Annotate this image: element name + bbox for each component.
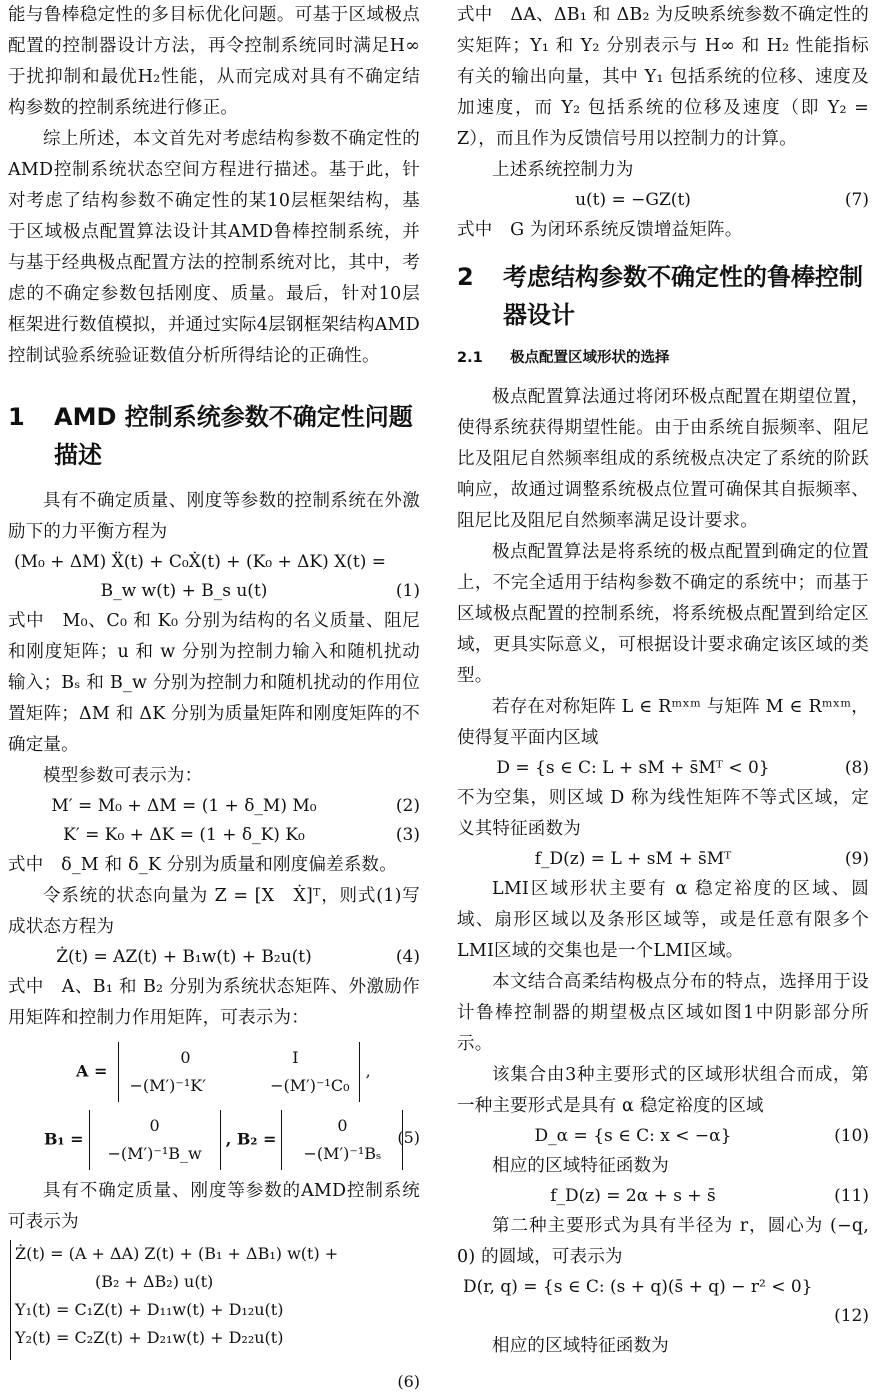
- eq5-B2-label: , B₂ =: [225, 1129, 277, 1149]
- eq5-B1-label: B₁ =: [44, 1129, 84, 1149]
- intro-paragraph-1: 能与鲁棒稳定性的多目标优化问题。可基于区域极点配置的控制器设计方法，再令控制系统同时满足H∞于扰抑制和最优H₂性能，从而完成对具有不确定结构参数的控制系统进行修正。: [8, 5, 420, 118]
- r-paragraph-2: 上述系统控制力为: [492, 160, 634, 180]
- section-1-number: 1: [8, 403, 25, 431]
- section-2-1-title: 极点配置区域形状的选择: [510, 350, 670, 366]
- equation-11: f_D(z) = 2α + s + s̄ (11): [550, 1186, 869, 1206]
- s1-paragraph-1: 具有不确定质量、刚度等参数的控制系统在外激励下的力平衡方程为: [8, 491, 420, 542]
- r-paragraph-5: 极点配置算法是将系统的极点配置到确定的位置上，不完全适用于结构参数不确定的系统中；而基于区域极点配置的控制系统，将系统极点配置到给定区域，更具实际意义，可根据设计要求确定该区域的类型。: [457, 542, 869, 686]
- r-paragraph-1: 式中 ΔA、ΔB₁ 和 ΔB₂ 为反映系统参数不确定性的实矩阵；Y₁ 和 Y₂ 分别表示与 H∞ 和 H₂ 性能指标有关的输出向量，其中 Y₁ 包括系统的位移、速度及加速度，而 Y₂ 包括系统的位移及速度（即 Y₂ = Z），而且作为反馈信号用以控制力的计算。: [457, 5, 869, 149]
- s1-paragraph-7: 具有不确定质量、刚度等参数的AMD控制系统可表示为: [8, 1181, 420, 1232]
- equation-2: M′ = M₀ + ΔM = (1 + δ_M) M₀ (2): [51, 796, 420, 816]
- r-paragraph-11: 相应的区域特征函数为: [492, 1156, 669, 1176]
- r-paragraph-8: LMI区域形状主要有 α 稳定裕度的区域、圆域、扇形区域以及条形区域等，或是任意有限多个LMI区域的交集也是一个LMI区域。: [457, 879, 869, 961]
- equation-10: D_α = {s ∈ C: x < −α} (10): [534, 1126, 869, 1146]
- r-paragraph-6: 若存在对称矩阵 L ∈ Rᵐˣᵐ 与矩阵 M ∈ Rᵐˣᵐ，使得复平面内区域: [457, 697, 870, 748]
- eq5-B2-matrix: 0 −(M′)⁻¹Bₛ: [281, 1110, 403, 1170]
- equation-3: K′ = K₀ + ΔK = (1 + δ_K) K₀ (3): [63, 825, 420, 845]
- s1-paragraph-3: 模型参数可表示为：: [43, 766, 203, 786]
- equation-5: A = 0 I −(M′)⁻¹K′ −(M′)⁻¹C₀ , B₁ = 0 −(M′)⁻¹B_w , B₂ = 0 −(M′)⁻¹Bₛ (5): [8, 1038, 420, 1176]
- equation-6-number: (6): [397, 1372, 420, 1391]
- equation-1-number: (1): [395, 581, 420, 601]
- section-2-1-heading: [457, 346, 869, 370]
- intro-paragraph-2: 综上所述，本文首先对考虑结构参数不确定性的AMD控制系统状态空间方程进行描述。基于此，针对考虑了结构参数不确定性的某10层框架结构，基于区域极点配置算法设计其AMD鲁棒控制系统，并与基于经典极点配置方法的控制系统对比，其中，考虑的不确定参数包括刚度、质量。最后，针对10层框架进行数值模拟，并通过实际4层钢框架结构AMD控制试验系统验证数值分析所得结论的正确性。: [8, 129, 420, 366]
- equation-12: D(r, q) = {s ∈ C: (s + q)(s̄ + q) − r² < 0}: [463, 1277, 813, 1297]
- equation-12-number-row: (12): [834, 1306, 869, 1326]
- equation-8: D = {s ∈ C: L + sM + s̄Mᵀ < 0} (8): [496, 758, 869, 778]
- section-2-heading: [457, 258, 869, 334]
- s1-paragraph-5: 令系统的状态向量为 Z = [X Ẋ]ᵀ，则式(1)写成状态方程为: [8, 886, 420, 937]
- equation-6: Ż(t) = (A + ΔA) Z(t) + (B₁ + ΔB₁) w(t) + (B₂ + ΔB₂) u(t) Y₁(t) = C₁Z(t) + D₁₁w(t) + D₁₂u(t) Y₂(t) = C₂Z(t) + D₂₁w(t) + D₂₂u(t) (6): [8, 1238, 420, 1398]
- left-column: [8, 0, 420, 1398]
- equation-4: Ż(t) = AZ(t) + B₁w(t) + B₂u(t) (4): [56, 947, 420, 967]
- r-paragraph-7: 不为空集，则区域 D 称为线性矩阵不等式区域，定义其特征函数为: [457, 788, 869, 839]
- equation-1-line-2: B_w w(t) + B_s u(t) (1): [8, 577, 420, 606]
- equation-9: f_D(z) = L + sM + s̄Mᵀ (9): [534, 849, 869, 869]
- section-1-title: AMD 控制系统参数不确定性问题描述: [54, 403, 413, 469]
- equation-5-number: (5): [397, 1128, 420, 1147]
- section-2-number: 2: [457, 263, 474, 291]
- equation-1-line-1: (M₀ + ΔM) Ẍ(t) + C₀Ẋ(t) + (K₀ + ΔK) X(t) =: [14, 552, 387, 572]
- r-paragraph-4: 极点配置算法通过将闭环极点配置在期望位置，使得系统获得期望性能。由于由系统自振频率、阻尼比及阻尼自然频率组成的系统极点决定了系统的阶跃响应，故通过调整系统极点位置可确保其自振频率、阻尼比及阻尼自然频率满足设计要求。: [457, 387, 869, 531]
- eq5-B1-matrix: 0 −(M′)⁻¹B_w: [89, 1110, 221, 1170]
- r-paragraph-12: 第二种主要形式为具有半径为 r，圆心为 (−q, 0) 的圆域，可表示为: [457, 1216, 869, 1267]
- s1-paragraph-6: 式中 A、B₁ 和 B₂ 分别为系统状态矩阵、外激励作用矩阵和控制力作用矩阵，可表示为：: [8, 977, 420, 1028]
- section-2-1-number: 2.1: [457, 350, 483, 366]
- s1-paragraph-2: 式中 M₀、C₀ 和 K₀ 分别为结构的名义质量、阻尼和刚度矩阵；u 和 w 分别为控制力输入和随机扰动输入；Bₛ 和 B_w 分别为控制力和随机扰动的作用位置矩阵；ΔM 和 ΔK 分别为质量矩阵和刚度矩阵的不确定量。: [8, 611, 420, 755]
- r-paragraph-10: 该集合由3种主要形式的区域形状组合而成，第一种主要形式是具有 α 稳定裕度的区域: [457, 1065, 869, 1116]
- eq5-A-label: A =: [76, 1061, 108, 1081]
- right-column: [457, 0, 869, 1362]
- equation-7: u(t) = −GZ(t) (7): [575, 190, 869, 210]
- section-2-title: 考虑结构参数不确定性的鲁棒控制器设计: [503, 263, 863, 329]
- eq5-A-matrix: 0 I −(M′)⁻¹K′ −(M′)⁻¹C₀: [118, 1042, 360, 1102]
- r-paragraph-13: 相应的区域特征函数为: [492, 1336, 669, 1356]
- section-1-heading: [8, 398, 420, 474]
- r-paragraph-9: 本文结合高柔结构极点分布的特点，选择用于设计鲁棒控制器的期望极点区域如图1中阴影部分所示。: [457, 972, 869, 1054]
- r-paragraph-3: 式中 G 为闭环系统反馈增益矩阵。: [457, 220, 743, 240]
- s1-paragraph-4: 式中 δ_M 和 δ_K 分别为质量和刚度偏差系数。: [8, 855, 397, 875]
